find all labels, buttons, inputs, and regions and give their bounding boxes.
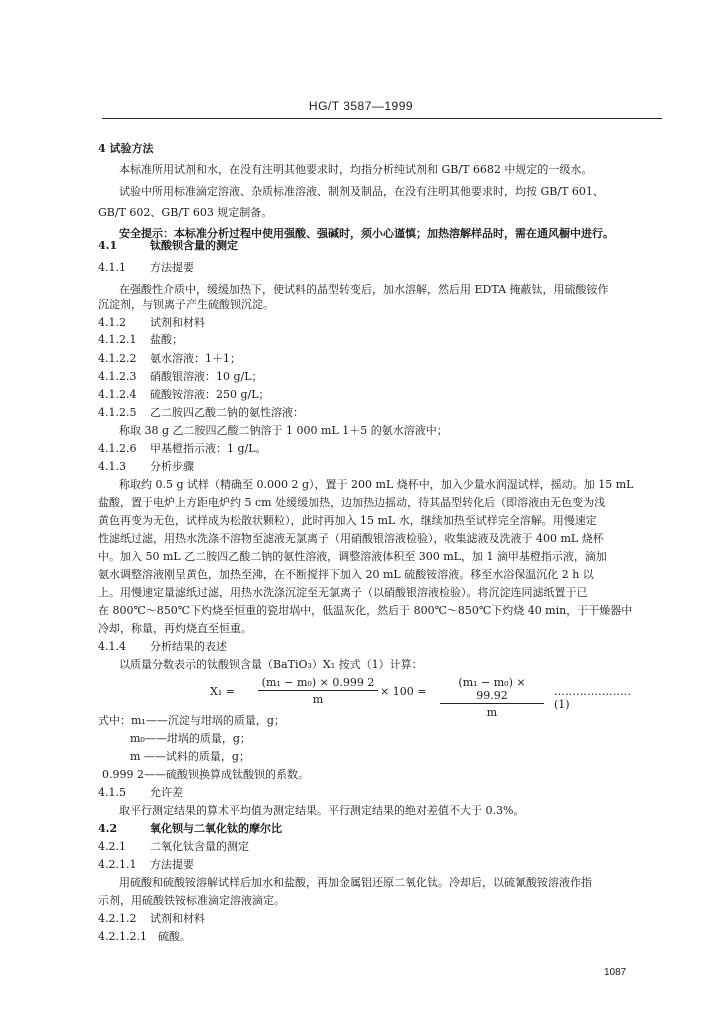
- formula-equation-number: (1): [554, 698, 570, 711]
- formula-numerator-2: (m₁ − m₀) × 99.92: [440, 676, 544, 704]
- formula-numerator-1: (m₁ − m₀) × 0.999 2: [258, 676, 378, 691]
- section-4-2-1-1-heading: 4.2.1.1 方法提要: [98, 858, 194, 871]
- formula-fraction-2: [440, 676, 544, 719]
- paragraph-line: 取平行测定结果的算术平均值为测定结果。平行测定结果的绝对差值不大于 0.3%。: [119, 804, 525, 817]
- paragraph-line: 沉淀剂，与钡离子产生硫酸钡沉淀。: [98, 298, 274, 311]
- section-4-1-4-heading: 4.1.4 分析结果的表述: [98, 640, 227, 653]
- reagent-item: 4.1.2.4 硫酸铵溶液：250 g/L；: [98, 388, 270, 401]
- paragraph-line: 氨水调整溶液刚呈黄色，加热至沸，在不断搅拌下加入 20 mL 硫酸铵溶液。移至水浴保温沉化 2 h 以: [98, 568, 594, 581]
- paragraph-line: 在 800℃～850℃下灼烧至恒重的瓷坩埚中，低温灰化，然后于 800℃～850℃下灼烧 40 min，于干燥器中: [98, 604, 633, 617]
- formula-denominator-1: m: [312, 693, 324, 706]
- section-4-heading: 4 试验方法: [98, 142, 154, 155]
- section-4-1-1-heading: 4.1.1 方法提要: [98, 261, 194, 274]
- formula-times-100: × 100 =: [380, 685, 427, 698]
- variable-definition: 0.999 2——硫酸钡换算成钛酸钡的系数。: [102, 768, 309, 781]
- reagent-item: 4.1.2.3 硝酸银溶液：10 g/L；: [98, 370, 263, 383]
- paragraph-line: 盐酸，置于电炉上方距电炉约 5 cm 处缓缓加热，边加热边摇动，待其晶型转化后（即溶液由无色变为浅: [98, 496, 606, 509]
- header-rule: [102, 118, 662, 119]
- paragraph-line: GB/T 602、GB/T 603 规定制备。: [98, 206, 273, 219]
- paragraph-line: 试验中所用标准滴定溶液、杂质标准溶液、制剂及制品，在没有注明其他要求时，均按 GB/T 601、: [119, 185, 604, 198]
- formula-1: [210, 672, 650, 719]
- paragraph-line: 冷却，称量，再灼烧直至恒重。: [98, 622, 252, 635]
- paragraph-line: 本标准所用试剂和水，在没有注明其他要求时，均指分析纯试剂和 GB/T 6682 中规定的一级水。: [119, 163, 593, 176]
- reagent-item: 4.1.2.6 甲基橙指示液：1 g/L。: [98, 442, 267, 455]
- formula-lhs: X₁ =: [210, 685, 235, 698]
- paragraph-line: 黄色再变为无色，试样成为松散状颗粒），此时再加入 15 mL 水，继续加热至试样完全溶解。用慢速定: [98, 514, 597, 527]
- section-4-1-heading: 4.1 钛酸钡含量的测定: [98, 239, 238, 252]
- paragraph-line: 称取 38 g 乙二胺四乙酸二钠溶于 1 000 mL 1＋5 的氨水溶液中；: [119, 424, 448, 437]
- paragraph-line: 用硫酸和硫酸铵溶解试样后加水和盐酸，再加金属铝还原二氧化钛。冷却后，以硫氰酸铵溶液作指: [119, 876, 592, 889]
- section-4-2-1-heading: 4.2.1 二氧化钛含量的测定: [98, 840, 249, 853]
- reagent-item: 4.1.2.1 盐酸；: [98, 333, 183, 346]
- variable-definition: 式中：m₁——沉淀与坩埚的质量，g；: [98, 714, 285, 727]
- formula-leader-dots: ………………… (1): [554, 685, 631, 711]
- standard-code-header: HG/T 3587—1999: [308, 99, 414, 113]
- variable-definition: m₀——坩埚的质量，g；: [130, 732, 251, 745]
- paragraph-line: 称取约 0.5 g 试样（精确至 0.000 2 g），置于 200 mL 烧杯中，加入少量水润湿试样，摇动。加 15 mL: [119, 478, 634, 491]
- section-4-2-heading: 4.2 氧化钡与二氧化钛的摩尔比: [98, 822, 282, 835]
- page-number: 1087: [604, 967, 627, 978]
- section-4-1-3-heading: 4.1.3 分析步骤: [98, 460, 194, 473]
- section-4-1-5-heading: 4.1.5 允许差: [98, 786, 183, 799]
- section-4-2-1-2-heading: 4.2.1.2 试剂和材料: [98, 912, 205, 925]
- safety-notice: 安全提示：本标准分析过程中使用强酸、强碱时，须小心谨慎；加热溶解样品时，需在通风橱中进行。: [119, 227, 614, 240]
- paragraph-line: 示剂，用硫酸铁铵标准滴定溶液滴定。: [98, 894, 285, 907]
- paragraph-line: 以质量分数表示的钛酸钡含量（BaTiO₃）X₁ 按式（1）计算：: [119, 658, 423, 671]
- paragraph-line: 性滤纸过滤，用热水洗涤不溶物至滤液无氯离子（用硝酸银溶液检验），收集滤液及洗液于 400 mL 烧杯: [98, 532, 604, 545]
- section-4-1-2-heading: 4.1.2 试剂和材料: [98, 316, 205, 329]
- formula-fraction-1: [258, 676, 378, 706]
- variable-definition: m ——试料的质量，g；: [130, 750, 250, 763]
- reagent-item: 4.2.1.2.1 硫酸。: [98, 930, 191, 943]
- reagent-item: 4.1.2.2 氨水溶液：1＋1；: [98, 352, 241, 365]
- paragraph-line: 中。加入 50 mL 乙二胺四乙酸二钠的氨性溶液，调整溶液体积至 300 mL，加 1 滴甲基橙指示液，滴加: [98, 550, 607, 563]
- formula-denominator-2: m: [486, 706, 498, 719]
- reagent-item: 4.1.2.5 乙二胺四乙酸二钠的氨性溶液：: [98, 406, 304, 419]
- paragraph-line: 上。用慢速定量滤纸过滤，用热水洗涤沉淀至无氯离子（以硝酸银溶液检验）。将沉淀连同滤纸置于已: [98, 586, 588, 599]
- paragraph-line: 在强酸性介质中，缓缓加热下，使试料的晶型转变后，加水溶解，然后用 EDTA 掩蔽钛，用硫酸铵作: [119, 283, 609, 296]
